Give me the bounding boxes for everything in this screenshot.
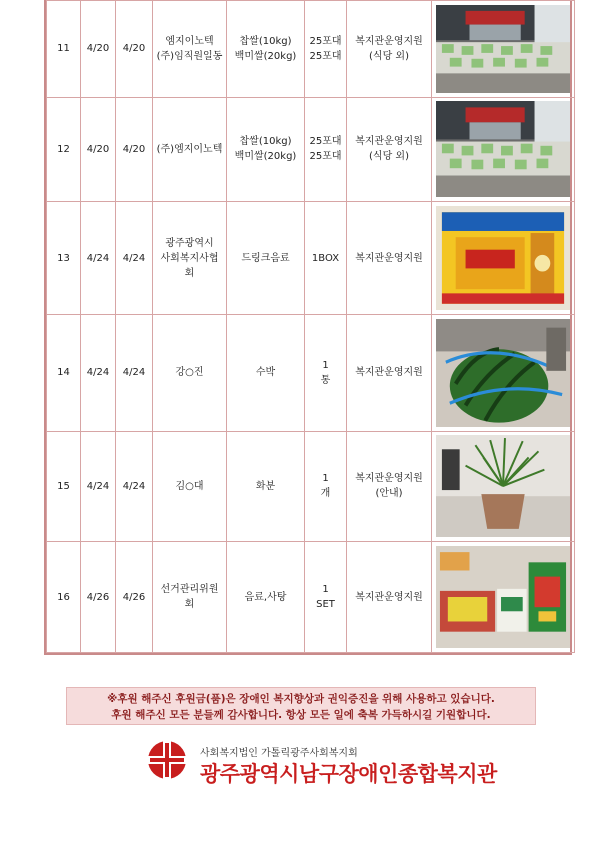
row-number-cell: 13	[47, 202, 81, 315]
drinks-candy-photo	[436, 546, 570, 648]
row-number-cell: 14	[47, 314, 81, 431]
photo-cell	[432, 97, 575, 202]
row-number-cell: 15	[47, 431, 81, 542]
received-date-cell: 4/26	[81, 542, 116, 653]
donor-name-cell: 선거관리위원 회	[153, 542, 227, 653]
photo-cell	[432, 314, 575, 431]
registered-date-cell: 4/20	[116, 1, 153, 98]
received-date-cell: 4/24	[81, 314, 116, 431]
donated-item-cell: 화분	[227, 431, 305, 542]
donation-table-wrapper	[44, 0, 572, 655]
received-date-cell: 4/20	[81, 1, 116, 98]
potted-plant-photo	[436, 435, 570, 537]
donor-name-cell: (주)엠지이노텍	[153, 97, 227, 202]
usage-cell: 복지관운영지원	[347, 202, 432, 315]
watermelon-photo	[436, 319, 570, 427]
received-date-cell: 4/20	[81, 97, 116, 202]
table-row	[47, 202, 575, 315]
quantity-cell: 1BOX	[305, 202, 347, 315]
cross-logo-icon	[145, 738, 189, 782]
registered-date-cell: 4/24	[116, 314, 153, 431]
thank-you-notice	[66, 687, 536, 725]
organization-name: 광주광역시남구장애인종합복지관	[200, 761, 497, 786]
photo-cell	[432, 542, 575, 653]
donor-name-cell: 엠지이노텍 (주)임직원일동	[153, 1, 227, 98]
usage-cell: 복지관운영지원 (식당 외)	[347, 97, 432, 202]
photo-cell	[432, 1, 575, 98]
donated-item-cell: 찹쌀(10kg) 백미쌀(20kg)	[227, 97, 305, 202]
quantity-cell: 25포대 25포대	[305, 1, 347, 98]
quantity-cell: 1 통	[305, 314, 347, 431]
row-number-cell: 11	[47, 1, 81, 98]
donation-table	[46, 0, 575, 653]
quantity-cell: 25포대 25포대	[305, 97, 347, 202]
usage-cell: 복지관운영지원	[347, 314, 432, 431]
table-row	[47, 314, 575, 431]
donated-item-cell: 드링크음료	[227, 202, 305, 315]
donor-name-cell: 김○대	[153, 431, 227, 542]
row-number-cell: 12	[47, 97, 81, 202]
donor-name-cell: 강○진	[153, 314, 227, 431]
donor-name-cell: 광주광역시 사회복지사협 회	[153, 202, 227, 315]
organization-subtitle: 사회복지법인 가톨릭광주사회복지회	[200, 748, 358, 759]
rice-sacks-photo	[436, 101, 570, 197]
drink-box-photo	[436, 206, 570, 310]
donated-item-cell: 찹쌀(10kg) 백미쌀(20kg)	[227, 1, 305, 98]
registered-date-cell: 4/24	[116, 202, 153, 315]
usage-cell: 복지관운영지원 (식당 외)	[347, 1, 432, 98]
rice-sacks-photo	[436, 5, 570, 93]
received-date-cell: 4/24	[81, 431, 116, 542]
photo-cell	[432, 202, 575, 315]
received-date-cell: 4/24	[81, 202, 116, 315]
table-row	[47, 97, 575, 202]
usage-cell: 복지관운영지원	[347, 542, 432, 653]
registered-date-cell: 4/26	[116, 542, 153, 653]
notice-line-2: 후원 해주신 모든 분들께 감사합니다. 항상 모든 일에 축복 가득하시길 기원합니다.	[111, 709, 491, 721]
table-row	[47, 1, 575, 98]
registered-date-cell: 4/20	[116, 97, 153, 202]
organization-logo	[145, 738, 497, 798]
photo-cell	[432, 431, 575, 542]
table-row	[47, 431, 575, 542]
quantity-cell: 1 개	[305, 431, 347, 542]
table-row	[47, 542, 575, 653]
donated-item-cell: 수박	[227, 314, 305, 431]
notice-line-1: ※후원 해주신 후원금(품)은 장애인 복지향상과 권익증진을 위해 사용하고 있습니다.	[107, 693, 495, 705]
registered-date-cell: 4/24	[116, 431, 153, 542]
usage-cell: 복지관운영지원 (안내)	[347, 431, 432, 542]
donated-item-cell: 음료,사탕	[227, 542, 305, 653]
quantity-cell: 1 SET	[305, 542, 347, 653]
row-number-cell: 16	[47, 542, 81, 653]
